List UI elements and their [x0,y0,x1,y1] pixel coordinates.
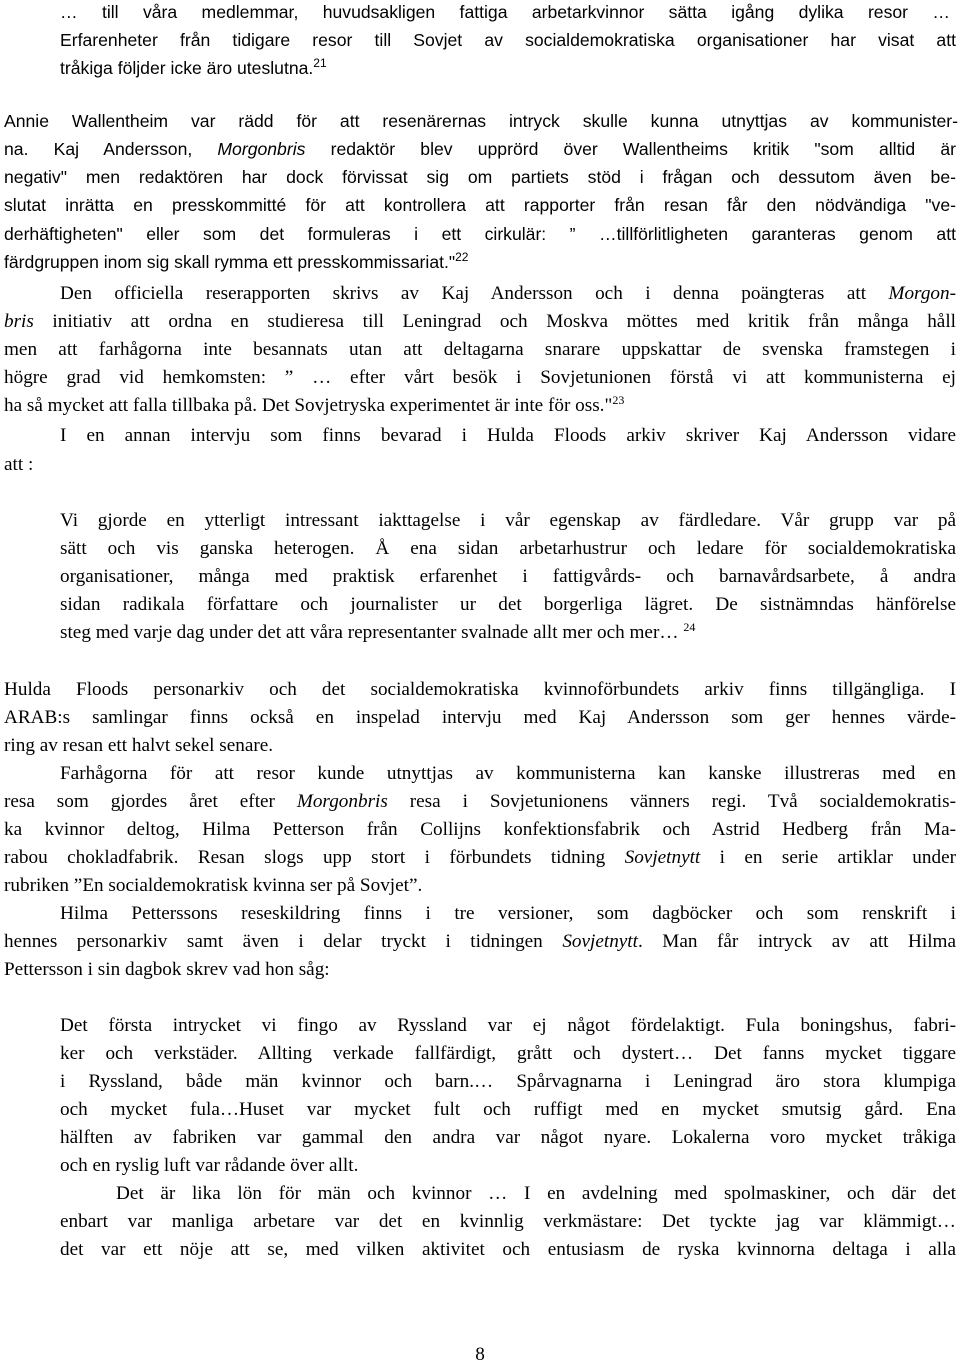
footnote-ref[interactable]: 21 [313,56,327,70]
paragraph-line: Hulda Floods personarkiv och det socialdemokratiska kvinnoförbundets arkiv finns tillgängliga. I [4,679,956,700]
paragraph-line: Annie Wallentheim var rädd för att resenärernas intryck skulle kunna utnyttjas av kommunister- [4,111,958,131]
block-quote-line: hälften av fabriken var gammal den andra var något nyare. Lokalerna voro mycket tråkiga [60,1127,956,1148]
paragraph-line: slutat inrätta en presskommitté för att kontrollera att rapporter från resan får den nödvändiga "ve- [4,195,956,215]
paragraph-line: na. Kaj Andersson, Morgonbris redaktör blev upprörd över Wallentheims kritik "som alltid är [4,139,956,159]
publication-title: bris [4,311,34,332]
paragraph-line: ARAB:s samlingar finns också en inspelad intervju med Kaj Andersson som ger hennes värde- [4,707,956,728]
publication-title: Morgonbris [296,791,388,812]
footnote-ref[interactable]: 23 [612,393,625,407]
paragraph-line: rabou chokladfabrik. Resan slogs upp stort i förbundets tidning Sovjetnytt i en serie artiklar under [4,847,956,868]
block-quote-line: enbart var manliga arbetare var det en kvinnlig verkmästare: Det tyckte jag var klämmigt… [60,1211,956,1232]
paragraph-line: ka kvinnor deltog, Hilma Petterson från Collijns konfektionsfabrik och Astrid Hedberg från Ma- [4,819,956,840]
paragraph-line: Pettersson i sin dagbok skrev vad hon såg: [4,959,330,980]
paragraph-line: tråkiga följder icke äro uteslutna.$^{21}$ [60,56,327,78]
paragraph-line: färdgruppen inom sig skall rymma ett presskommissariat."$^{22}$ [4,250,469,272]
footnote-ref[interactable]: 24 [683,620,696,634]
paragraph-line: rubriken ”En socialdemokratisk kvinna ser på Sovjet”. [4,875,423,896]
paragraph-line: bris initiativ att ordna en studieresa till Leningrad och Moskva möttes med kritik från många håll [4,311,956,332]
publication-title: Morgon- [888,283,956,304]
block-quote-line: sidan radikala författare och journalister ur det borgerliga lägret. De sistnämndas hänförelse [60,594,956,615]
publication-title: Sovjetnytt [562,931,638,952]
paragraph-line: I en annan intervju som finns bevarad i Hulda Floods arkiv skriver Kaj Andersson vidare [60,425,956,446]
paragraph-line: derhäftigheten" eller som det formuleras i ett cirkulär: ” …tillförlitligheten garanteras genom att [4,224,956,244]
block-quote-line: ker och verkstäder. Allting verkade fallfärdigt, grått och dystert… Det fanns mycket tiggare [60,1043,956,1064]
footnote-ref[interactable]: 22 [455,250,469,264]
block-quote-line: i Ryssland, både män kvinnor och barn.… Spårvagnarna i Leningrad äro stora klumpiga [60,1071,956,1092]
paragraph-line: Farhågorna för att resor kunde utnyttjas av kommunisterna kan kanske illustreras med en [60,763,956,784]
block-quote-line: och en ryslig luft var rådande över allt. [60,1155,359,1176]
page-number: 8 [475,1344,485,1365]
paragraph-line: hennes personarkiv samt även i delar tryckt i tidningen Sovjetnytt. Man får intryck av att Hilma [4,931,956,952]
paragraph-line: högre grad vid hemkomsten: ” … efter vårt besök i Sovjetunionen förstå vi att kommunisterna ej [4,367,956,388]
block-quote-line: Det första intrycket vi fingo av Ryssland var ej något fördelaktigt. Fula boningshus, fabri- [60,1015,956,1036]
paragraph-line: … till våra medlemmar, huvudsakligen fattiga arbetarkvinnor sätta igång dylika resor … [60,2,950,22]
publication-title: Sovjetnytt [624,847,701,868]
paragraph-line: negativ" men redaktören har dock förvissat sig om partiets stöd i frågan och dessutom även be- [4,167,956,187]
paragraph-line: ha så mycket att falla tillbaka på. Det Sovjetryska experimentet är inte för oss."$^{23}$ [4,393,625,416]
publication-title: Morgonbris [217,139,306,159]
paragraph-line: ring av resan ett halvt sekel senare. [4,735,274,756]
block-quote-line: Det är lika lön för män och kvinnor … I en avdelning med spolmaskiner, och där det [116,1183,956,1204]
paragraph-line: Hilma Petterssons reseskildring finns i tre versioner, som dagböcker och som renskrift i [60,903,956,924]
block-quote-line: Vi gjorde en ytterligt intressant iakttagelse i vår egenskap av färdledare. Vår grupp var på [60,510,956,531]
block-quote-line: det var ett nöje att se, med vilken aktivitet och entusiasm de ryska kvinnorna deltaga i alla [60,1239,956,1260]
block-quote-line: organisationer, många med praktisk erfarenhet i fattigvårds- och barnavårdsarbete, å andra [60,566,956,587]
block-quote-line: steg med varje dag under det att våra representanter svalnade allt mer och mer… $^{24}$ [60,620,696,643]
paragraph-line: Erfarenheter från tidigare resor till Sovjet av socialdemokratiska organisationer har visat att [60,30,956,50]
paragraph-line: Den officiella reserapporten skrivs av Kaj Andersson och i denna poängteras att Morgon- [60,283,956,304]
paragraph-line: resa som gjordes året efter Morgonbris resa i Sovjetunionens vänners regi. Två socialdemokratis- [4,791,956,812]
block-quote-line: sätt och vis ganska heterogen. Å ena sidan arbetarhustrur och ledare för socialdemokratiska [60,538,956,559]
paragraph-line: att : [4,454,34,475]
block-quote-line: och mycket fula…Huset var mycket fult och ruffigt med en mycket smutsig gård. Ena [60,1099,956,1120]
paragraph-line: men att farhågorna inte besannats utan att deltagarna snarare uppskattar de svenska framstegen i [4,339,956,360]
